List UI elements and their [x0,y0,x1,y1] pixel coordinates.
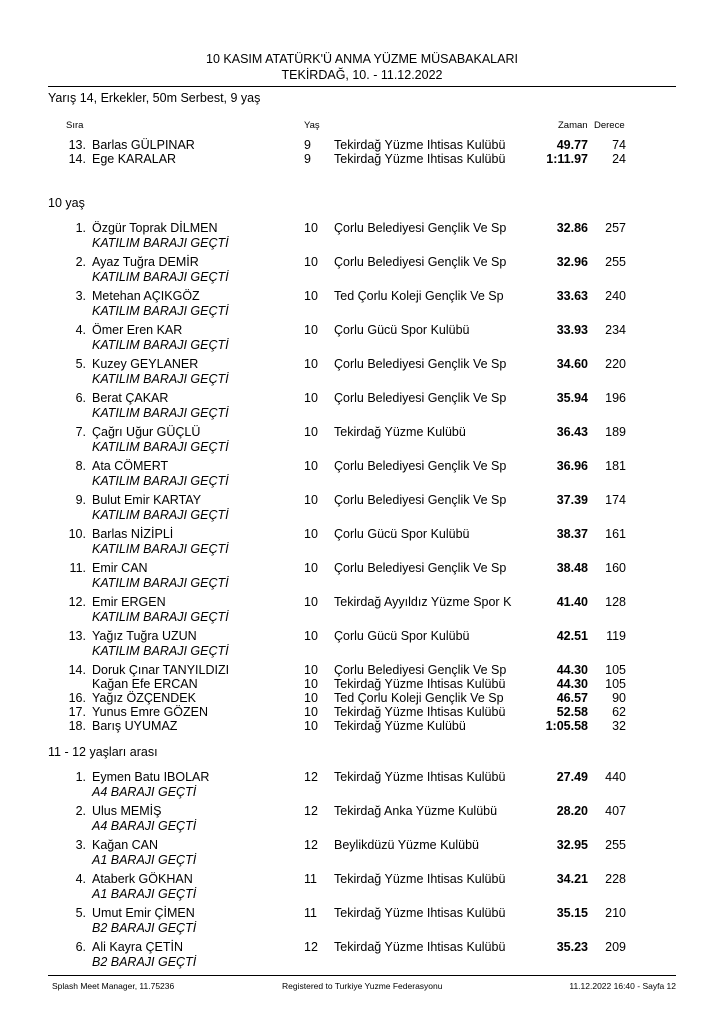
footer-rule [48,975,676,976]
place: 7. [75,425,86,439]
points: 105 [605,663,626,677]
swimmer-age: 10 [304,705,318,719]
swimmer-age: 9 [304,152,311,166]
place: 14. [68,663,86,677]
result-row [0,677,724,691]
place: 1. [75,770,86,784]
column-header-time: Zaman [558,120,588,131]
club-name: Tekirdağ Anka Yüzme Kulübü [334,804,498,818]
swimmer-age: 10 [304,323,318,337]
points: 160 [605,561,626,575]
points: 32 [612,719,626,733]
place: 4. [75,323,86,337]
swimmer-age: 9 [304,138,311,152]
result-row [0,770,724,784]
result-row [0,527,724,541]
swimmer-age: 10 [304,459,318,473]
swimmer-name: Metehan AÇIKGÖZ [92,289,200,303]
swimmer-age: 11 [304,906,317,920]
result-row [0,872,724,886]
points: 24 [612,152,626,166]
swimmer-age: 10 [304,255,318,269]
swimmer-name: Eymen Batu IBOLAR [92,770,210,784]
swim-time: 1:11.97 [546,152,588,166]
result-row [0,255,724,269]
swim-time: 33.63 [556,289,588,303]
qualification-note: KATILIM BARAJI GEÇTİ [92,338,229,352]
club-name: Çorlu Belediyesi Gençlik Ve Sp [334,357,507,371]
swim-time: 34.60 [556,357,588,371]
swimmer-age: 10 [304,561,318,575]
swimmer-name: Bulut Emir KARTAY [92,493,202,507]
qualification-note: B2 BARAJI GEÇTİ [92,955,197,969]
qualification-note: KATILIM BARAJI GEÇTİ [92,406,229,420]
swim-time: 44.30 [556,663,588,677]
footer-registration: Registered to Turkiye Yuzme Federasyonu [282,981,443,991]
club-name: Tekirdağ Yüzme Kulübü [334,425,466,439]
swimmer-name: Umut Emir ÇİMEN [92,906,195,920]
points: 209 [605,940,626,954]
swimmer-name: Kuzey GEYLANER [92,357,199,371]
place: 3. [75,838,86,852]
club-name: Çorlu Belediyesi Gençlik Ve Sp [334,459,507,473]
swimmer-name: Yunus Emre GÖZEN [92,705,209,719]
place: 2. [75,255,86,269]
points: 105 [605,677,626,691]
swimmer-age: 12 [304,940,318,954]
club-name: Tekirdağ Yüzme Ihtisas Kulübü [334,138,506,152]
swim-time: 33.93 [556,323,588,337]
swim-time: 37.39 [556,493,588,507]
swimmer-name: Barış UYUMAZ [92,719,178,733]
result-row [0,493,724,507]
points: 240 [605,289,626,303]
swimmer-name: Ali Kayra ÇETİN [92,940,183,954]
swimmer-name: Ulus MEMİŞ [92,804,162,818]
swimmer-age: 12 [304,838,318,852]
result-row [0,138,724,152]
swimmer-name: Ayaz Tuğra DEMİR [92,255,199,269]
club-name: Çorlu Gücü Spor Kulübü [334,629,470,643]
result-row [0,221,724,235]
points: 407 [605,804,626,818]
swimmer-age: 10 [304,677,318,691]
club-name: Çorlu Gücü Spor Kulübü [334,323,470,337]
column-header-place: Sıra [66,120,84,131]
place: 6. [75,391,86,405]
swim-time: 49.77 [556,138,588,152]
swim-time: 35.23 [556,940,588,954]
qualification-note: A1 BARAJI GEÇTİ [92,853,197,867]
swimmer-name: Berat ÇAKAR [92,391,169,405]
points: 181 [605,459,626,473]
swimmer-name: Ömer Eren KAR [92,323,183,337]
place: 13. [68,138,86,152]
swimmer-name: Ege KARALAR [92,152,177,166]
swim-time: 1:05.58 [545,719,588,733]
footer-timestamp-page: 11.12.2022 16:40 - Sayfa 12 [569,981,676,991]
swim-time: 36.96 [556,459,588,473]
qualification-note: KATILIM BARAJI GEÇTİ [92,372,229,386]
points: 196 [605,391,626,405]
swimmer-age: 10 [304,595,318,609]
result-row [0,663,724,677]
age-group-label: 11 - 12 yaşları arası [48,745,158,759]
club-name: Tekirdağ Yüzme Ihtisas Kulübü [334,872,506,886]
swimmer-name: Ataberk GÖKHAN [92,872,193,886]
points: 90 [612,691,626,705]
qualification-note: A1 BARAJI GEÇTİ [92,887,197,901]
points: 119 [606,629,626,643]
place: 12. [68,595,86,609]
qualification-note: KATILIM BARAJI GEÇTİ [92,542,229,556]
points: 255 [605,255,626,269]
swimmer-age: 10 [304,663,318,677]
result-row [0,152,724,166]
swimmer-age: 10 [304,527,318,541]
swimmer-age: 10 [304,391,318,405]
swim-time: 36.43 [556,425,588,439]
race-title: Yarış 14, Erkekler, 50m Serbest, 9 yaş [48,91,261,105]
points: 440 [605,770,626,784]
club-name: Çorlu Belediyesi Gençlik Ve Sp [334,663,507,677]
result-row [0,705,724,719]
swimmer-age: 11 [304,872,317,886]
swimmer-age: 10 [304,357,318,371]
swimmer-age: 10 [304,425,318,439]
points: 234 [605,323,626,337]
result-row [0,289,724,303]
points: 128 [605,595,626,609]
place: 5. [75,357,86,371]
swim-time: 46.57 [556,691,588,705]
result-row [0,357,724,371]
swim-time: 32.95 [556,838,588,852]
swim-time: 32.86 [556,221,588,235]
points: 228 [605,872,626,886]
place: 13. [68,629,86,643]
result-row [0,323,724,337]
age-group-label: 10 yaş [48,196,85,210]
qualification-note: KATILIM BARAJI GEÇTİ [92,508,229,522]
place: 9. [75,493,86,507]
swimmer-name: Barlas NİZİPLİ [92,527,174,541]
swimmer-name: Emir ERGEN [92,595,166,609]
swim-time: 28.20 [556,804,588,818]
club-name: Tekirdağ Ayyıldız Yüzme Spor K [334,595,512,609]
place: 18. [68,719,86,733]
place: 17. [68,705,86,719]
swim-time: 44.30 [556,677,588,691]
club-name: Ted Çorlu Koleji Gençlik Ve Sp [334,289,504,303]
swim-time: 35.15 [556,906,588,920]
qualification-note: A4 BARAJI GEÇTİ [92,785,197,799]
qualification-note: KATILIM BARAJI GEÇTİ [92,576,229,590]
swimmer-name: Barlas GÜLPINAR [92,138,195,152]
points: 161 [605,527,626,541]
points: 257 [605,221,626,235]
result-row [0,425,724,439]
swimmer-name: Doruk Çınar TANYILDIZI [92,663,230,677]
swimmer-age: 10 [304,691,318,705]
swim-time: 32.96 [556,255,588,269]
club-name: Çorlu Belediyesi Gençlik Ve Sp [334,391,507,405]
place: 11. [69,561,86,575]
qualification-note: KATILIM BARAJI GEÇTİ [92,304,229,318]
place: 3. [75,289,86,303]
club-name: Tekirdağ Yüzme Ihtisas Kulübü [334,770,506,784]
swimmer-age: 10 [304,719,318,733]
place: 14. [68,152,86,166]
swimmer-age: 12 [304,770,318,784]
swimmer-age: 10 [304,221,318,235]
points: 62 [612,705,626,719]
swim-time: 38.48 [556,561,588,575]
result-row [0,838,724,852]
result-row [0,906,724,920]
club-name: Tekirdağ Yüzme Ihtisas Kulübü [334,677,506,691]
club-name: Tekirdağ Yüzme Ihtisas Kulübü [334,705,506,719]
points: 255 [605,838,626,852]
meet-title: 10 KASIM ATATÜRK'Ü ANMA YÜZME MÜSABAKALARI [206,52,518,66]
club-name: Çorlu Belediyesi Gençlik Ve Sp [334,561,507,575]
result-row [0,629,724,643]
points: 210 [605,906,626,920]
club-name: Ted Çorlu Koleji Gençlik Ve Sp [334,691,504,705]
swim-time: 34.21 [556,872,588,886]
qualification-note: KATILIM BARAJI GEÇTİ [92,236,229,250]
column-header-age: Yaş [304,120,320,131]
result-row [0,804,724,818]
qualification-note: KATILIM BARAJI GEÇTİ [92,270,229,284]
place: 8. [75,459,86,473]
swimmer-age: 12 [304,804,318,818]
qualification-note: A4 BARAJI GEÇTİ [92,819,197,833]
swim-time: 38.37 [556,527,588,541]
swimmer-name: Çağrı Uğur GÜÇLÜ [92,425,201,439]
swimmer-age: 10 [304,289,318,303]
place: 16. [68,691,86,705]
swim-time: 35.94 [556,391,588,405]
points: 74 [612,138,626,152]
result-row [0,561,724,575]
swimmer-name: Ata CÖMERT [92,459,169,473]
points: 220 [605,357,626,371]
result-row [0,940,724,954]
club-name: Çorlu Belediyesi Gençlik Ve Sp [334,255,507,269]
club-name: Beylikdüzü Yüzme Kulübü [334,838,479,852]
place: 1. [75,221,86,235]
place: 6. [75,940,86,954]
swimmer-age: 10 [304,629,318,643]
swim-time: 42.51 [556,629,588,643]
swimmer-name: Kağan CAN [92,838,159,852]
result-row [0,691,724,705]
swim-time: 52.58 [556,705,588,719]
meet-location-dates: TEKİRDAĞ, 10. - 11.12.2022 [281,68,443,82]
result-row [0,459,724,473]
points: 189 [605,425,626,439]
place: 4. [75,872,86,886]
club-name: Tekirdağ Yüzme Ihtisas Kulübü [334,906,506,920]
swimmer-name: Yağız ÖZÇENDEK [92,691,196,705]
qualification-note: KATILIM BARAJI GEÇTİ [92,474,229,488]
club-name: Çorlu Belediyesi Gençlik Ve Sp [334,221,507,235]
result-row [0,391,724,405]
club-name: Tekirdağ Yüzme Kulübü [334,719,466,733]
swim-time: 27.49 [556,770,588,784]
swimmer-age: 10 [304,493,318,507]
swimmer-name: Emir CAN [92,561,148,575]
footer-software: Splash Meet Manager, 11.75236 [52,981,175,991]
club-name: Tekirdağ Yüzme Ihtisas Kulübü [334,152,506,166]
club-name: Tekirdağ Yüzme Ihtisas Kulübü [334,940,506,954]
result-row [0,595,724,609]
club-name: Çorlu Belediyesi Gençlik Ve Sp [334,493,507,507]
swimmer-name: Özgür Toprak DİLMEN [92,221,218,235]
result-row [0,719,724,733]
place: 10. [68,527,86,541]
place: 5. [75,906,86,920]
swim-time: 41.40 [556,595,588,609]
points: 174 [605,493,626,507]
place: 2. [75,804,86,818]
swimmer-name: Yağız Tuğra UZUN [92,629,197,643]
column-header-points: Derece [594,120,625,131]
swimmer-name: Kağan Efe ERCAN [92,677,198,691]
qualification-note: KATILIM BARAJI GEÇTİ [92,610,229,624]
qualification-note: KATILIM BARAJI GEÇTİ [92,440,229,454]
qualification-note: B2 BARAJI GEÇTİ [92,921,197,935]
qualification-note: KATILIM BARAJI GEÇTİ [92,644,229,658]
club-name: Çorlu Gücü Spor Kulübü [334,527,470,541]
